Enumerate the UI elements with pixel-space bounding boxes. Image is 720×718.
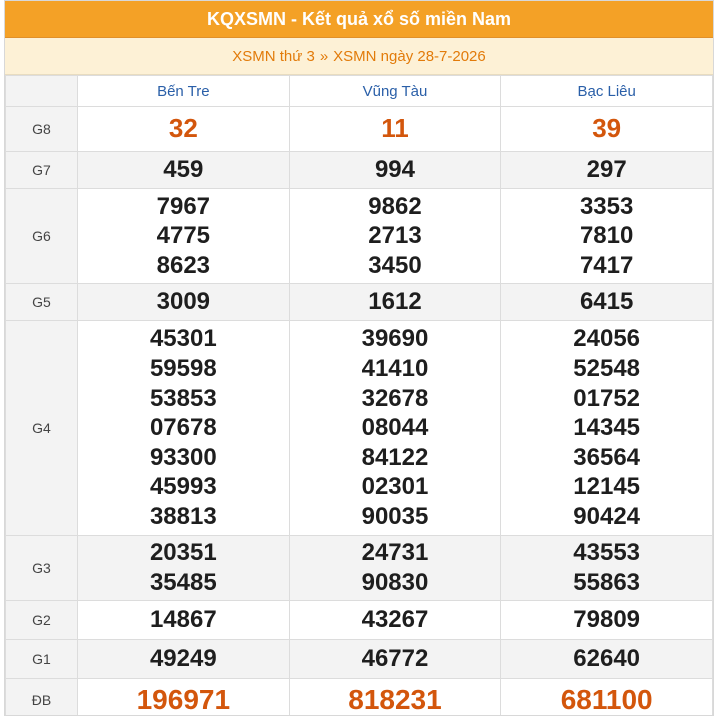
prize-number: 6415 bbox=[579, 288, 634, 316]
province-header-row bbox=[6, 76, 713, 107]
prize-row-special bbox=[6, 679, 713, 717]
prize-cell bbox=[501, 601, 713, 640]
prize-cell bbox=[289, 640, 501, 679]
prize-number: 24731 bbox=[361, 539, 429, 567]
prize-number: 90035 bbox=[361, 502, 429, 530]
prize-number: 7810 bbox=[579, 222, 634, 250]
prize-number: 43267 bbox=[361, 606, 429, 634]
prize-number: 8623 bbox=[156, 251, 211, 279]
prize-row-g1 bbox=[6, 640, 713, 679]
prize-row-g5 bbox=[6, 284, 713, 321]
prize-cell bbox=[501, 321, 713, 536]
prize-number: 14867 bbox=[149, 606, 217, 634]
breadcrumb-day-link[interactable]: XSMN thứ 3 bbox=[232, 47, 315, 65]
prize-cell bbox=[78, 536, 290, 601]
prize-label: ĐB bbox=[6, 679, 78, 717]
province-header[interactable]: Bến Tre bbox=[78, 76, 290, 107]
prize-number: 7967 bbox=[156, 192, 211, 220]
prize-cell bbox=[78, 321, 290, 536]
prize-cell bbox=[78, 284, 290, 321]
prize-cell bbox=[501, 284, 713, 321]
prize-number: 45993 bbox=[149, 473, 217, 501]
prize-row-g6 bbox=[6, 189, 713, 284]
prize-number: 55863 bbox=[573, 569, 641, 596]
prize-row-g7 bbox=[6, 152, 713, 189]
province-header[interactable]: Bạc Liêu bbox=[501, 76, 713, 107]
special-prize-number: 196971 bbox=[136, 684, 231, 716]
prize-cell bbox=[289, 601, 501, 640]
breadcrumb-separator: » bbox=[319, 47, 329, 65]
prize-cell bbox=[501, 189, 713, 284]
prize-cell bbox=[289, 189, 501, 284]
prize-label: G8 bbox=[6, 107, 78, 152]
prize-cell bbox=[78, 107, 290, 152]
prize-number: 9862 bbox=[368, 192, 422, 220]
special-prize-number: 818231 bbox=[348, 684, 442, 716]
prize-number: 84122 bbox=[361, 443, 429, 471]
prize-number: 49249 bbox=[149, 645, 217, 673]
prize-number: 45301 bbox=[149, 325, 217, 353]
prize-number: 46772 bbox=[361, 645, 429, 673]
prize-cell bbox=[78, 601, 290, 640]
prize-number: 297 bbox=[586, 156, 627, 184]
prize-label: G4 bbox=[6, 321, 78, 536]
prize-number: 7417 bbox=[579, 251, 634, 279]
prize-number: 38813 bbox=[149, 502, 217, 530]
prize-number: 11 bbox=[381, 113, 409, 144]
results-table bbox=[5, 75, 713, 716]
prize-cell bbox=[78, 640, 290, 679]
prize-number: 994 bbox=[374, 156, 415, 184]
prize-label: G2 bbox=[6, 601, 78, 640]
prize-cell bbox=[501, 536, 713, 601]
province-header[interactable]: Vũng Tàu bbox=[289, 76, 501, 107]
prize-cell bbox=[289, 284, 501, 321]
prize-number: 4775 bbox=[156, 222, 211, 250]
prize-number: 43553 bbox=[573, 539, 641, 567]
prize-number: 93300 bbox=[149, 443, 217, 471]
page-title: KQXSMN - Kết quả xổ số miền Nam bbox=[5, 1, 713, 38]
prize-number: 12145 bbox=[573, 473, 641, 501]
prize-number: 79809 bbox=[573, 606, 641, 634]
prize-number: 2713 bbox=[368, 222, 422, 250]
prize-number: 41410 bbox=[361, 355, 429, 383]
prize-cell bbox=[78, 679, 290, 717]
prize-cell bbox=[289, 679, 501, 717]
prize-row-g8 bbox=[6, 107, 713, 152]
breadcrumb bbox=[5, 38, 713, 75]
prize-number: 459 bbox=[163, 156, 204, 184]
prize-label: G7 bbox=[6, 152, 78, 189]
prize-label: G1 bbox=[6, 640, 78, 679]
prize-cell bbox=[289, 536, 501, 601]
prize-number: 62640 bbox=[573, 645, 641, 673]
prize-number: 07678 bbox=[149, 414, 217, 442]
prize-number: 02301 bbox=[361, 473, 429, 501]
prize-cell bbox=[501, 107, 713, 152]
prize-label: G3 bbox=[6, 536, 78, 601]
prize-label: G6 bbox=[6, 189, 78, 284]
prize-number: 24056 bbox=[573, 325, 641, 353]
prize-number: 20351 bbox=[149, 539, 217, 567]
prize-number: 36564 bbox=[573, 443, 641, 471]
header-blank-cell bbox=[6, 76, 78, 107]
prize-number: 53853 bbox=[149, 384, 217, 412]
special-prize-number: 681100 bbox=[560, 684, 653, 716]
prize-number: 39690 bbox=[361, 325, 429, 353]
prize-cell bbox=[501, 152, 713, 189]
prize-cell bbox=[289, 152, 501, 189]
prize-number: 1612 bbox=[368, 288, 422, 316]
prize-number: 90424 bbox=[573, 502, 641, 530]
prize-number: 3450 bbox=[368, 251, 422, 279]
prize-number: 01752 bbox=[573, 384, 641, 412]
prize-number: 39 bbox=[592, 113, 622, 144]
prize-number: 52548 bbox=[573, 355, 641, 383]
prize-number: 3353 bbox=[579, 192, 634, 220]
prize-cell bbox=[501, 640, 713, 679]
prize-number: 3009 bbox=[156, 288, 211, 316]
prize-number: 35485 bbox=[149, 569, 217, 596]
prize-number: 90830 bbox=[361, 569, 429, 596]
breadcrumb-date-link[interactable]: XSMN ngày 28-7-2026 bbox=[333, 47, 486, 65]
prize-cell bbox=[78, 189, 290, 284]
prize-number: 59598 bbox=[149, 355, 217, 383]
prize-cell bbox=[78, 152, 290, 189]
prize-cell bbox=[289, 321, 501, 536]
prize-cell bbox=[501, 679, 713, 717]
lottery-result-panel bbox=[4, 0, 714, 716]
prize-row-g2 bbox=[6, 601, 713, 640]
prize-number: 32678 bbox=[361, 384, 429, 412]
prize-label: G5 bbox=[6, 284, 78, 321]
prize-number: 32 bbox=[168, 113, 198, 144]
prize-number: 08044 bbox=[361, 414, 429, 442]
prize-row-g4 bbox=[6, 321, 713, 536]
prize-number: 14345 bbox=[573, 414, 641, 442]
prize-row-g3 bbox=[6, 536, 713, 601]
prize-cell bbox=[289, 107, 501, 152]
